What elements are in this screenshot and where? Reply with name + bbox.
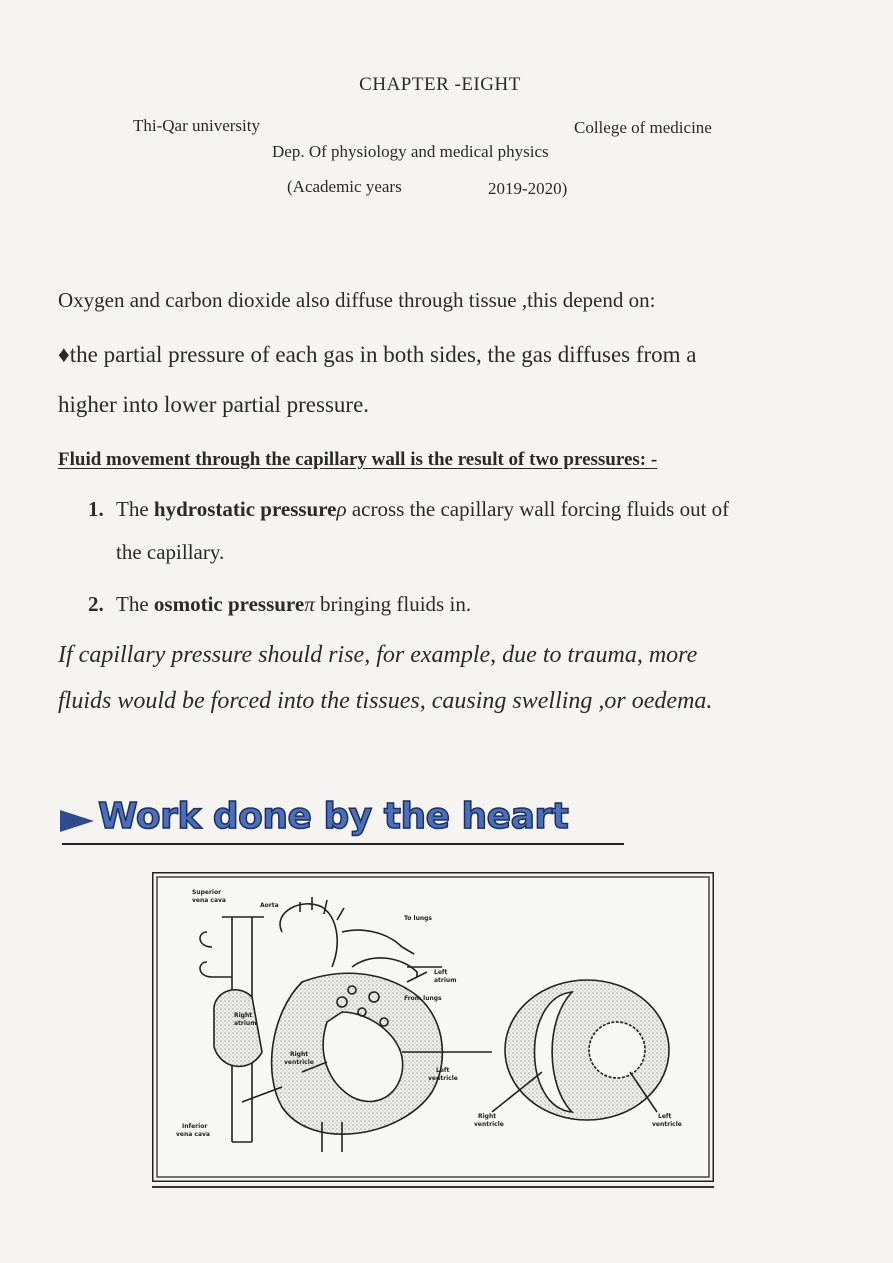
italic-note-line2: fluids would be forced into the tissues, causing swelling ,or oedema.: [58, 688, 713, 714]
paragraph-diffusion: Oxygen and carbon dioxide also diffuse through tissue ,this depend on:: [58, 288, 656, 312]
symbol-rho: ρ: [336, 497, 347, 521]
label-left-atrium-2: atrium: [434, 977, 457, 984]
section-underline: [62, 843, 624, 845]
list-item-hydrostatic: [88, 497, 729, 522]
label-superior: Superior: [192, 889, 222, 896]
label-left-ventricle-1: Left: [436, 1067, 450, 1074]
label-xs-right-ventricle-1: Right: [478, 1113, 497, 1120]
symbol-pi: π: [304, 592, 315, 616]
figure-bottom-rule: [152, 1186, 714, 1188]
heart-diagram: [152, 872, 714, 1182]
label-xs-right-ventricle-2: ventricle: [474, 1121, 504, 1128]
department-name: Dep. Of physiology and medical physics: [272, 142, 549, 161]
term-hydrostatic: hydrostatic pressure: [153, 497, 337, 521]
academic-years: 2019-2020): [488, 179, 568, 198]
label-inferior: Inferior: [182, 1123, 208, 1130]
label-vena-cava-superior: vena cava: [192, 897, 226, 904]
label-left-atrium-1: Left: [434, 969, 448, 976]
label-right-atrium-1: Right: [234, 1012, 253, 1019]
list-number: 1.: [88, 497, 104, 521]
section-title: [60, 796, 568, 837]
college-name: College of medicine: [574, 118, 712, 137]
list-item-osmotic: [88, 592, 471, 617]
paragraph-partial-pressure-cont: higher into lower partial pressure.: [58, 392, 370, 417]
italic-note-line1: If capillary pressure should rise, for example, due to trauma, more: [58, 642, 698, 668]
university-name: Thi-Qar university: [133, 116, 260, 135]
list-text: across the capillary wall forcing fluids out of: [346, 497, 730, 521]
chapter-title: CHAPTER -EIGHT: [359, 74, 521, 95]
label-right-ventricle-1: Right: [290, 1051, 309, 1058]
label-left-ventricle-2: ventricle: [428, 1075, 458, 1082]
label-aorta: Aorta: [260, 902, 279, 909]
label-vena-cava-inferior: vena cava: [176, 1131, 210, 1138]
label-xs-left-ventricle-2: ventricle: [652, 1121, 682, 1128]
label-right-ventricle-2: ventricle: [284, 1059, 314, 1066]
list-number: 2.: [88, 592, 104, 616]
list-text: The: [116, 592, 154, 616]
list-text: bringing fluids in.: [314, 592, 472, 616]
label-to-lungs: To lungs: [404, 915, 432, 922]
label-xs-left-ventricle-1: Left: [658, 1113, 672, 1120]
term-osmotic: osmotic pressure: [153, 592, 305, 616]
section-title-text: Work done by the heart: [98, 796, 569, 837]
label-from-lungs: From lungs: [404, 995, 442, 1002]
fluid-movement-heading: Fluid movement through the capillary wall is the result of two pressures: -: [58, 449, 658, 470]
list-item-hydrostatic-cont: the capillary.: [116, 540, 225, 564]
list-text: The: [116, 497, 154, 521]
label-right-atrium-2: atrium: [234, 1020, 257, 1027]
academic-label: (Academic years: [287, 177, 402, 196]
paragraph-partial-pressure: ♦the partial pressure of each gas in both sides, the gas diffuses from a: [58, 342, 697, 367]
arrow-bullet-icon: [60, 810, 94, 832]
